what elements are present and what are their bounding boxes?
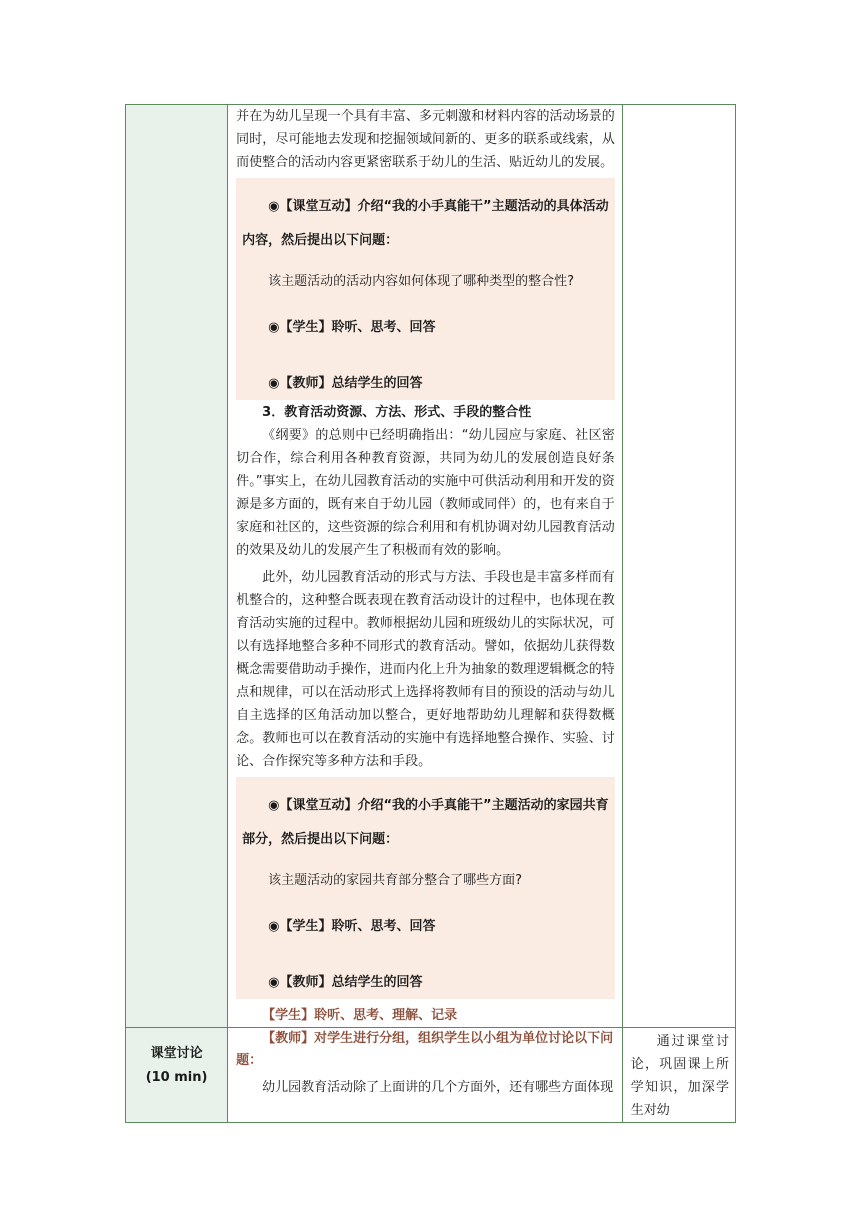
interaction-box-2 [236, 777, 615, 999]
discussion-label: 课堂讨论 [150, 1046, 203, 1061]
student-response: ◉【学生】聆听、思考、回答 [268, 919, 436, 934]
interaction-prompt: ◉【课堂互动】介绍“我的小手真能干”主题活动的家园共育部分，然后提出以下问题： [242, 798, 609, 847]
resources-paragraph: 《纲要》的总则中已经明确指出：“幼儿园应与家庭、社区密切合作，综合利用各种教育资源，共同为幼儿的发展创造良好条件。”事实上，在幼儿园教育活动的实施中可供活动利用和开发的资源是多方面的，既有来自于幼儿园（教师或同伴）的，也有来自于家庭和社区的，这些资源的综合利用和有机协调对幼儿园教育活动的效果及幼儿的发展产生了积极而有效的影响。 [236, 428, 615, 558]
lesson-plan-table [125, 104, 736, 1123]
discussion-label-cell [126, 1028, 228, 1123]
discussion-question: 幼儿园教育活动除了上面讲的几个方面外，还有哪些方面体现 [262, 1080, 614, 1095]
methods-paragraph: 此外，幼儿园教育活动的形式与方法、手段也是丰富多样而有机整合的，这种整合既表现在教育活动设计的过程中，也体现在教育活动实施的过程中。教师根据幼儿园和班级幼儿的实际状况，可以有选择地整合多种不同形式的教育活动。譬如，依据幼儿获得数概念需要借助动手操作，进而内化上升为抽象的数理逻辑概念的特点和规律，可以在活动形式上选择将教师有目的预设的活动与幼儿自主选择的区角活动加以整合，更好地帮助幼儿理解和获得数概念。教师也可以在教育活动的实施中有选择地整合操作、实验、讨论、合作探究等多种方法和手段。 [236, 570, 615, 769]
interaction-question: 该主题活动的家园共育部分整合了哪些方面? [268, 873, 523, 888]
teacher-summary: ◉【教师】总结学生的回答 [268, 975, 423, 990]
discussion-content-cell [228, 1028, 623, 1123]
discussion-goal-cell [622, 1028, 735, 1123]
right-cell-empty [622, 105, 735, 1028]
table-row [126, 1028, 736, 1123]
interaction-box-1 [236, 178, 615, 400]
interaction-prompt: ◉【课堂互动】介绍“我的小手真能干”主题活动的具体活动内容，然后提出以下问题： [242, 199, 609, 248]
content-cell [228, 105, 623, 1028]
discussion-duration: (10 min) [145, 1070, 208, 1085]
section-heading: 3．教育活动资源、方法、形式、手段的整合性 [262, 405, 532, 420]
teacher-summary: ◉【教师】总结学生的回答 [268, 376, 423, 391]
interaction-question: 该主题活动的活动内容如何体现了哪种类型的整合性? [268, 274, 575, 289]
table-row [126, 105, 736, 1028]
student-response: ◉【学生】聆听、思考、回答 [268, 320, 436, 335]
student-note: 【学生】聆听、思考、理解、记录 [262, 1008, 458, 1023]
intro-paragraph: 并在为幼儿呈现一个具有丰富、多元刺激和材料内容的活动场景的同时，尽可能地去发现和挖掘领域间新的、更多的联系或线索，从而使整合的活动内容更紧密联系于幼儿的生活、贴近幼儿的发展。 [236, 109, 615, 170]
left-cell-empty [126, 105, 228, 1028]
teacher-note: 【教师】对学生进行分组，组织学生以小组为单位讨论以下问题： [236, 1031, 614, 1068]
discussion-goal: 通过课堂讨论，巩固课上所学知识，加深学生对幼 [630, 1034, 729, 1118]
